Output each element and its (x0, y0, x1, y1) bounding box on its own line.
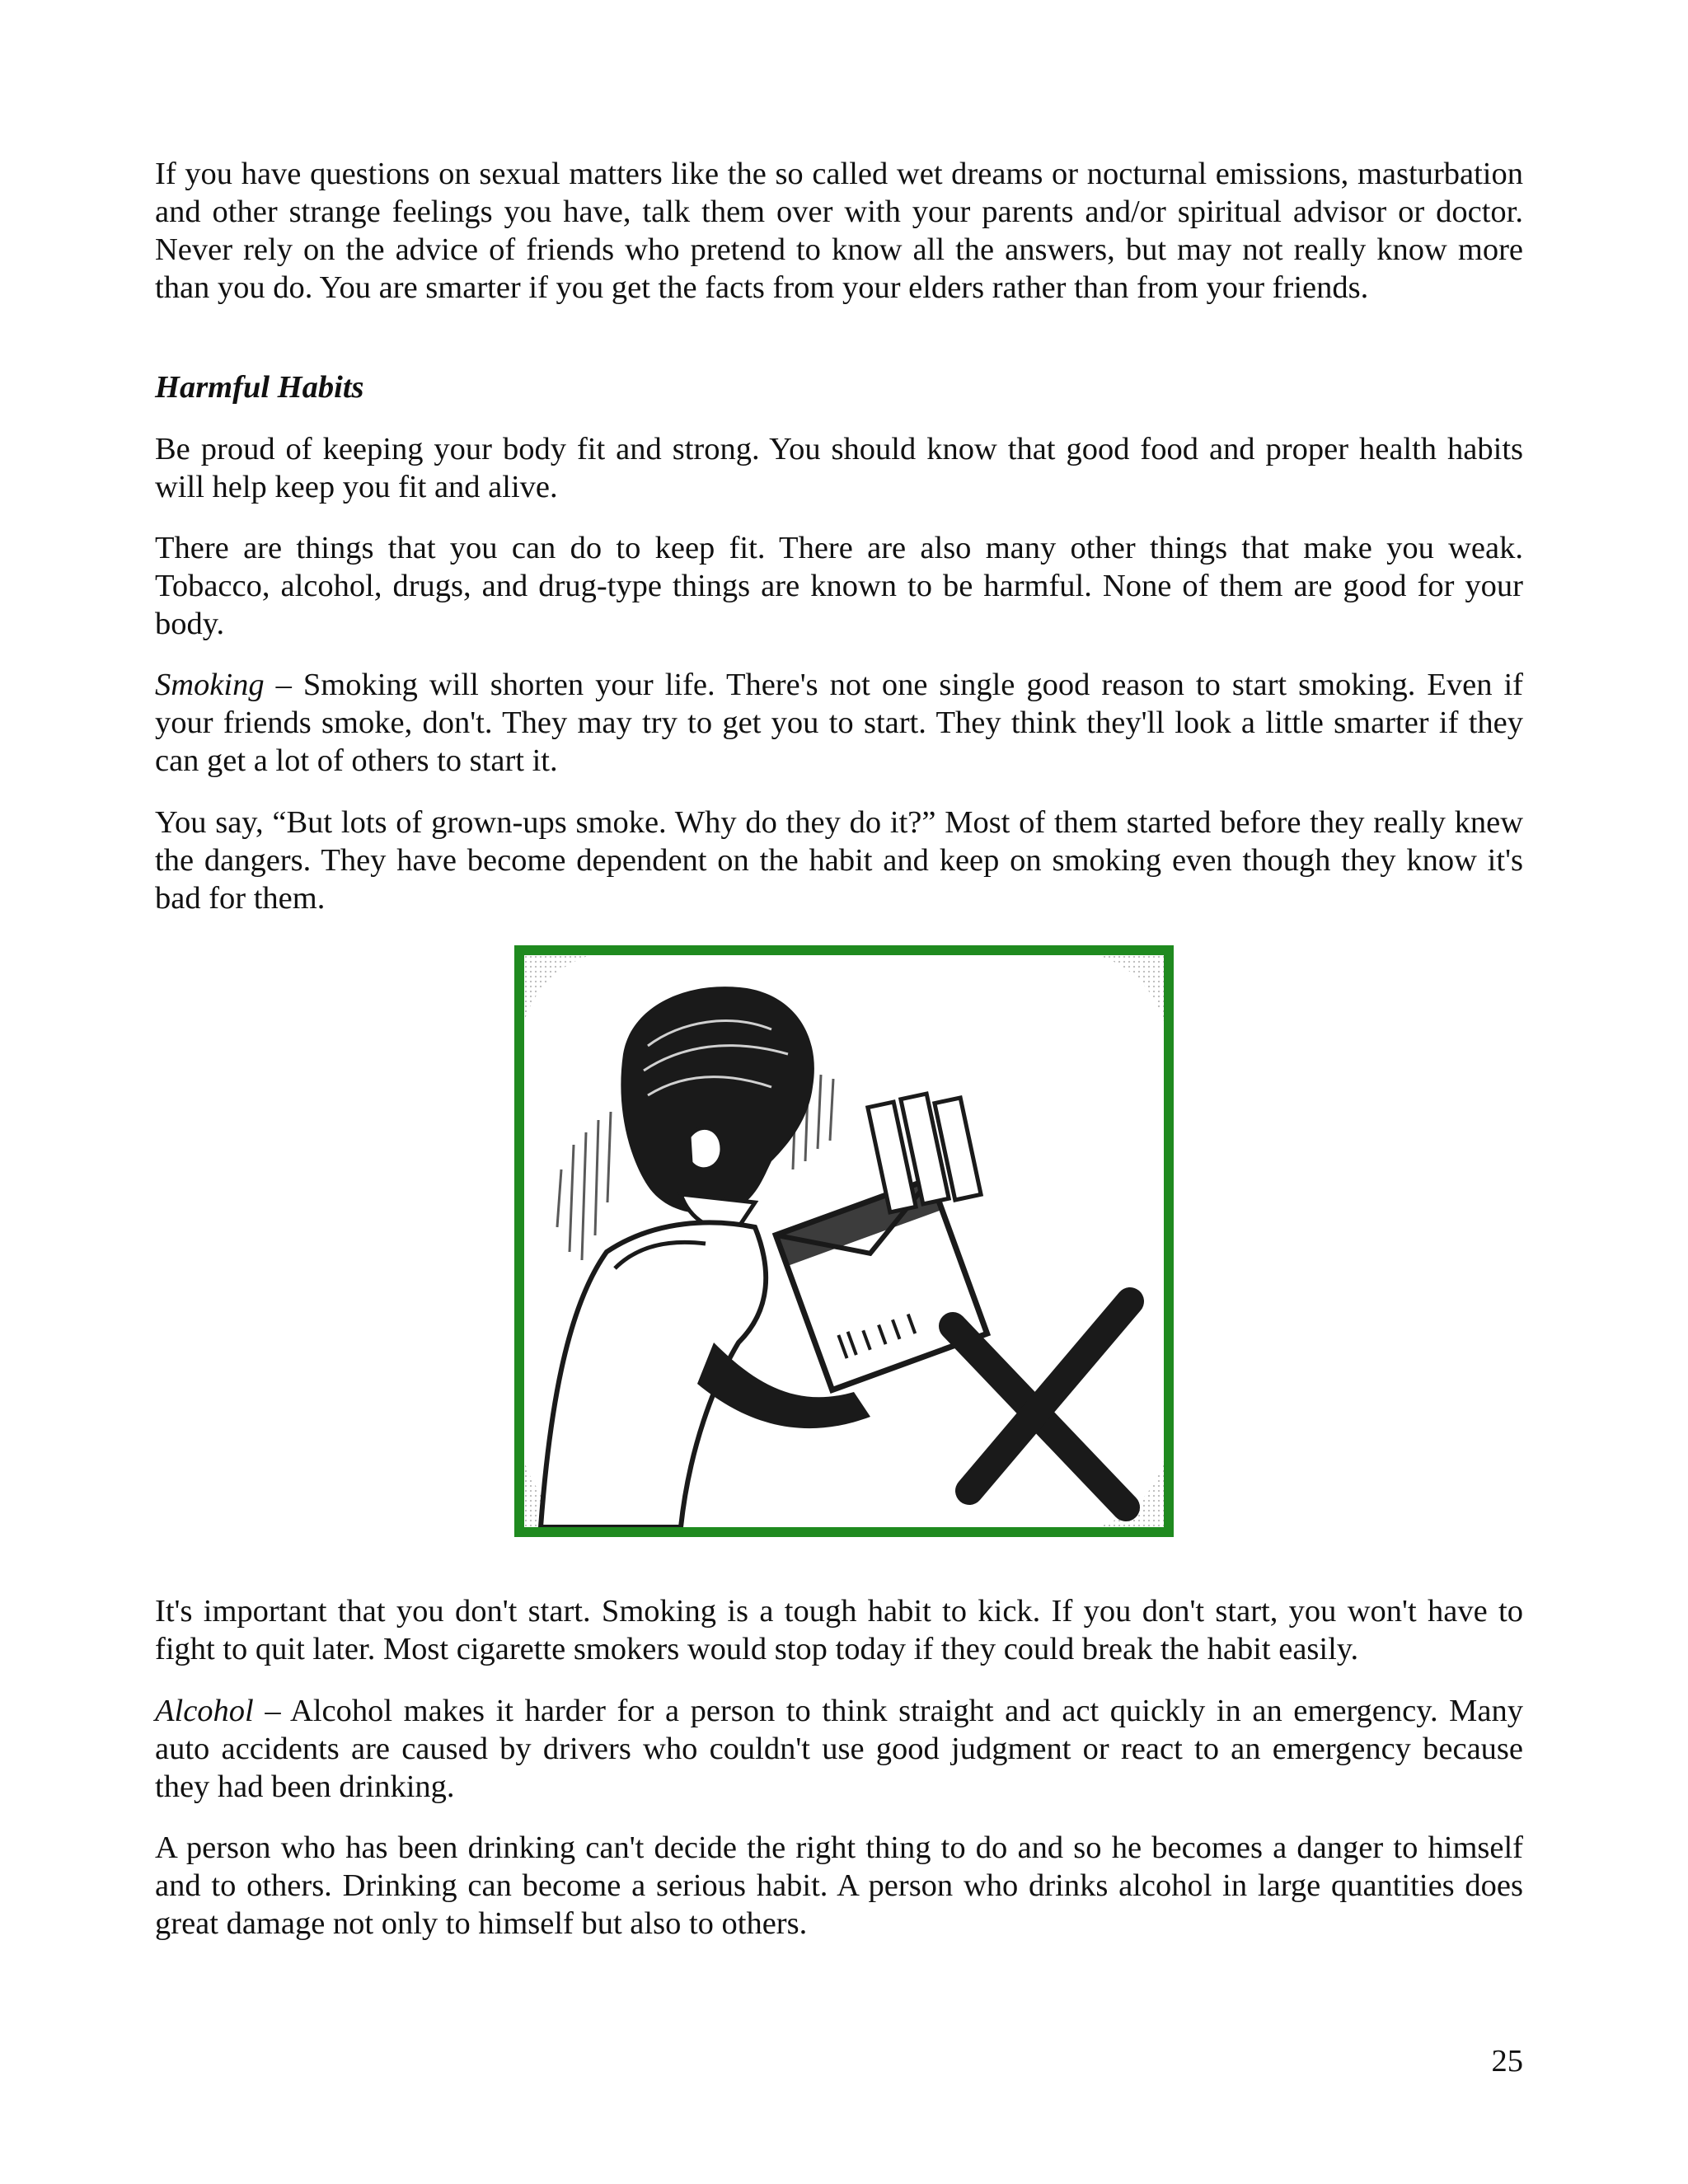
paragraph-keep-fit: Be proud of keeping your body fit and strong. You should know that good food and proper health habits will help keep you fit and alive. (155, 432, 1523, 504)
smoking-body: – Smoking will shorten your life. There's not one single good reason to start smoking. Even if your friends smoke, don't. They may try to get you to start. They think they'll look a little smarter if they can get a lot of others to start it. (155, 668, 1523, 778)
paragraph-grown-ups: You say, “But lots of grown-ups smoke. Why do they do it?” Most of them started before they really knew the dangers. They have become dependent on the habit and keep on smoking even though they know it's bad for them. (155, 805, 1523, 916)
page-number: 25 (1491, 2044, 1523, 2079)
paragraph-drinking-danger: A person who has been drinking can't decide the right thing to do and so he becomes a danger to himself and to others. Drinking can become a serious habit. A person who drinks alcohol in large quantities does great damage not only to himself but also to others. (155, 1830, 1523, 1941)
paragraph-alcohol (155, 1692, 1523, 1806)
paragraph-sexual-matters: If you have questions on sexual matters like the so called wet dreams or nocturnal emissions, masturbation and other strange feelings you have, talk them over with your parents and/or spiritual advisor or doctor. Never rely on the advice of friends who pretend to know all the answers, but may not really know more than you do. You are smarter if you get the facts from your elders rather than from your friends. (155, 157, 1523, 305)
alcohol-lead-in: Alcohol (155, 1694, 254, 1728)
smoking-illustration-figure (514, 945, 1174, 1537)
boy-refusing-cigarettes-illustration (524, 955, 1164, 1527)
paragraph-smoking (155, 666, 1523, 780)
heading-harmful-habits: Harmful Habits (155, 370, 364, 405)
smoking-lead-in: Smoking (155, 668, 265, 702)
alcohol-body: – Alcohol makes it harder for a person to think straight and act quickly in an emergency. Many auto accidents are caused by drivers who couldn't use good judgment or react to an emergency because they had been drinking. (155, 1694, 1523, 1804)
paragraph-harmful-things: There are things that you can do to keep fit. There are also many other things that make you weak. Tobacco, alcohol, drugs, and drug-type things are known to be harmful. None of them are good for your body. (155, 531, 1523, 641)
paragraph-dont-start: It's important that you don't start. Smoking is a tough habit to kick. If you don't start, you won't have to fight to quit later. Most cigarette smokers would stop today if they could break the habit easily. (155, 1594, 1523, 1666)
